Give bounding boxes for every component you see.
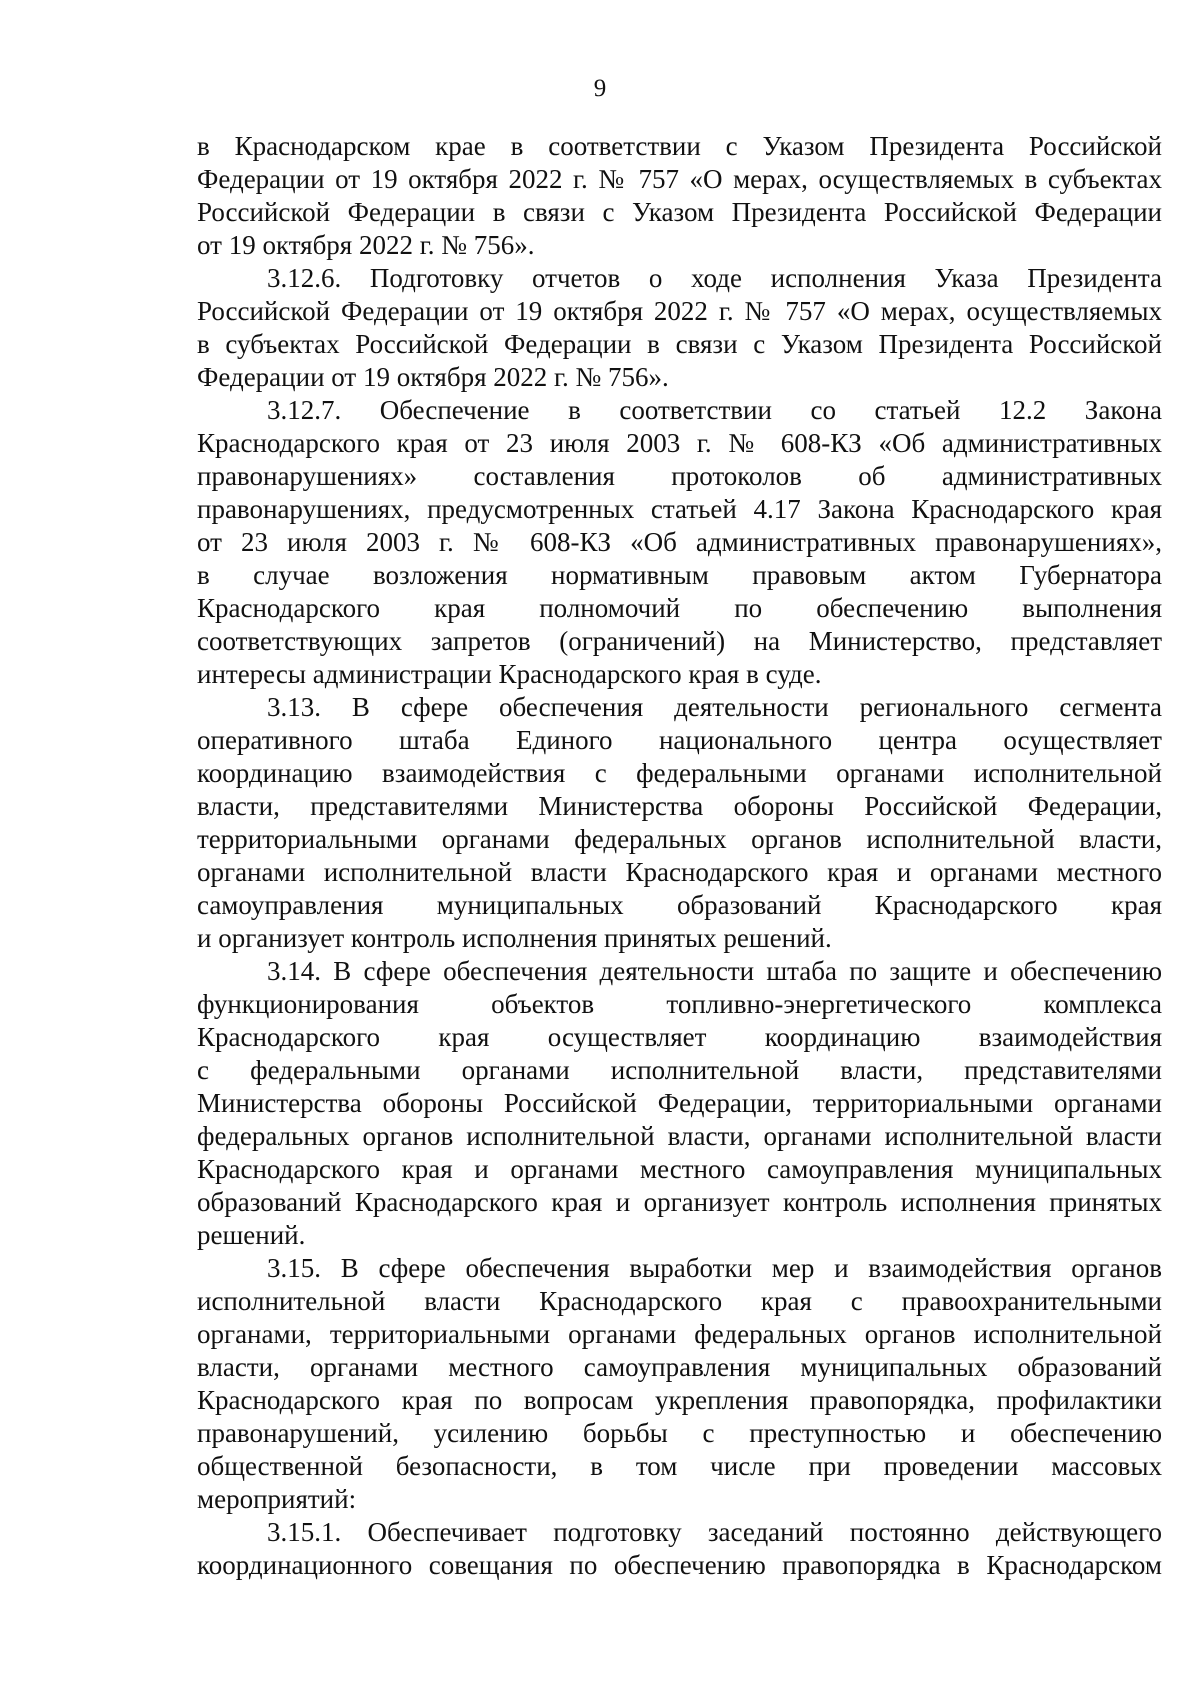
paragraph (197, 1252, 1162, 1516)
text-line: 3.14. В сфере обеспечения деятельности штаба по защите и обеспечению (267, 956, 1162, 986)
text-line: Краснодарского края осуществляет координацию взаимодействия (197, 1022, 1162, 1052)
paragraph (197, 1516, 1162, 1582)
text-line: решений. (197, 1220, 306, 1250)
text-line: власти, представителями Министерства обороны Российской Федерации, (197, 791, 1162, 821)
document-body (197, 130, 1162, 1582)
text-line: территориальными органами федеральных органов исполнительной власти, (197, 824, 1162, 854)
text-line: и организует контроль исполнения принятых решений. (197, 923, 832, 953)
text-line: Федерации от 19 октября 2022 г. № 756». (197, 362, 669, 392)
text-line: исполнительной власти Краснодарского края с правоохранительными (197, 1286, 1162, 1316)
text-line: от 23 июля 2003 г. № 608-КЗ «Об административных правонарушениях», (197, 527, 1162, 557)
text-line: правонарушениях, предусмотренных статьей 4.17 Закона Краснодарского края (197, 494, 1162, 524)
text-line: самоуправления муниципальных образований Краснодарского края (197, 890, 1162, 920)
text-line: 3.12.7. Обеспечение в соответствии со статьей 12.2 Закона (267, 395, 1162, 425)
text-line: Министерства обороны Российской Федерации, территориальными органами (197, 1088, 1162, 1118)
text-line: образований Краснодарского края и организует контроль исполнения принятых (197, 1187, 1162, 1217)
text-line: правонарушений, усилению борьбы с преступностью и обеспечению (197, 1418, 1162, 1448)
text-line: Российской Федерации в связи с Указом Президента Российской Федерации (197, 197, 1162, 227)
text-line: координационного совещания по обеспечению правопорядка в Краснодарском (197, 1550, 1162, 1580)
text-line: координацию взаимодействия с федеральными органами исполнительной (197, 758, 1162, 788)
text-line: в случае возложения нормативным правовым актом Губернатора (197, 560, 1162, 590)
text-line: 3.15. В сфере обеспечения выработки мер и взаимодействия органов (267, 1253, 1162, 1283)
text-line: 3.15.1. Обеспечивает подготовку заседаний постоянно действующего (267, 1517, 1162, 1547)
paragraph (197, 130, 1162, 262)
text-line: Краснодарского края и органами местного самоуправления муниципальных (197, 1154, 1162, 1184)
text-line: соответствующих запретов (ограничений) на Министерство, представляет (197, 626, 1162, 656)
page-number: 9 (593, 75, 607, 102)
text-line: функционирования объектов топливно-энергетического комплекса (197, 989, 1162, 1019)
text-line: правонарушениях» составления протоколов об административных (197, 461, 1162, 491)
text-line: Федерации от 19 октября 2022 г. № 757 «О мерах, осуществляемых в субъектах (197, 164, 1162, 194)
text-line: органами исполнительной власти Краснодарского края и органами местного (197, 857, 1162, 887)
paragraph (197, 394, 1162, 691)
text-line: общественной безопасности, в том числе при проведении массовых (197, 1451, 1162, 1481)
text-line: в Краснодарском крае в соответствии с Указом Президента Российской (197, 131, 1162, 161)
text-line: Краснодарского края по вопросам укрепления правопорядка, профилактики (197, 1385, 1162, 1415)
text-line: федеральных органов исполнительной власти, органами исполнительной власти (197, 1121, 1162, 1151)
text-line: Краснодарского края от 23 июля 2003 г. № 608-КЗ «Об административных (197, 428, 1162, 458)
text-line: 3.13. В сфере обеспечения деятельности регионального сегмента (267, 692, 1162, 722)
text-line: Российской Федерации от 19 октября 2022 г. № 757 «О мерах, осуществляемых (197, 296, 1162, 326)
text-line: власти, органами местного самоуправления муниципальных образований (197, 1352, 1162, 1382)
text-line: Краснодарского края полномочий по обеспечению выполнения (197, 593, 1162, 623)
paragraph (197, 262, 1162, 394)
text-line: органами, территориальными органами федеральных органов исполнительной (197, 1319, 1162, 1349)
text-line: с федеральными органами исполнительной власти, представителями (197, 1055, 1162, 1085)
paragraph (197, 955, 1162, 1252)
text-line: оперативного штаба Единого национального центра осуществляет (197, 725, 1162, 755)
text-line: в субъектах Российской Федерации в связи с Указом Президента Российской (197, 329, 1162, 359)
text-line: мероприятий: (197, 1484, 357, 1514)
text-line: от 19 октября 2022 г. № 756». (197, 230, 535, 260)
text-line: 3.12.6. Подготовку отчетов о ходе исполнения Указа Президента (267, 263, 1162, 293)
text-line: интересы администрации Краснодарского края в суде. (197, 659, 822, 689)
paragraph (197, 691, 1162, 955)
